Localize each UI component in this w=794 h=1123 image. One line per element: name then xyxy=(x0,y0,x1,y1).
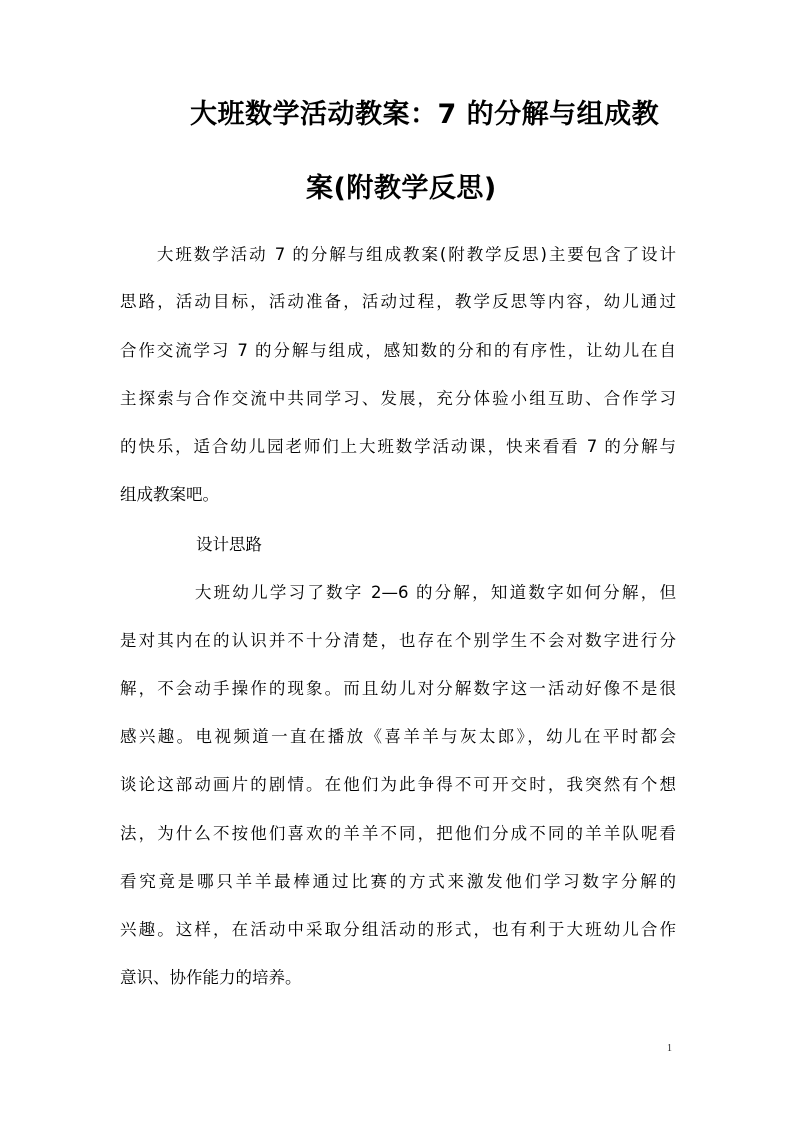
body-paragraph-line: 看究竟是哪只羊羊最棒通过比赛的方式来激发他们学习数字分解的 xyxy=(120,872,676,891)
body-paragraph-line: 解，不会动手操作的现象。而且幼儿对分解数字这一活动好像不是很 xyxy=(120,679,676,698)
intro-paragraph-line: 主探索与合作交流中共同学习、发展，充分体验小组互助、合作学习 xyxy=(120,389,676,408)
body-paragraph-line: 兴趣。这样，在活动中采取分组活动的形式，也有利于大班幼儿合作 xyxy=(120,920,676,939)
document-title-line-2: 案(附教学反思) xyxy=(306,173,497,204)
body-paragraph-line: 意识、协作能力的培养。 xyxy=(120,968,302,987)
intro-paragraph-line: 思路，活动目标，活动准备，活动过程，教学反思等内容，幼儿通过 xyxy=(120,292,676,311)
body-paragraph-line: 法，为什么不按他们喜欢的羊羊不同，把他们分成不同的羊羊队呢看 xyxy=(120,824,676,843)
body-paragraph-line: 谈论这部动画片的剧情。在他们为此争得不可开交时，我突然有个想 xyxy=(120,775,676,794)
intro-paragraph-line: 大班数学活动 7 的分解与组成教案(附教学反思)主要包含了设计 xyxy=(120,245,676,264)
body-paragraph-line: 大班幼儿学习了数字 2—6 的分解，知道数字如何分解，但 xyxy=(120,583,676,602)
intro-paragraph-line: 的快乐，适合幼儿园老师们上大班数学活动课，快来看看 7 的分解与 xyxy=(120,437,676,456)
body-paragraph-line: 感兴趣。电视频道一直在播放《喜羊羊与灰太郎》，幼儿在平时都会 xyxy=(120,727,676,746)
page-number: 1 xyxy=(667,1043,672,1054)
section-heading: 设计思路 xyxy=(196,535,262,554)
document-title-line-1: 大班数学活动教案：7 的分解与组成教 xyxy=(190,99,660,130)
body-paragraph-line: 是对其内在的认识并不十分清楚，也存在个别学生不会对数字进行分 xyxy=(120,631,676,650)
intro-paragraph-line: 组成教案吧。 xyxy=(120,485,219,504)
intro-paragraph-line: 合作交流学习 7 的分解与组成，感知数的分和的有序性，让幼儿在自 xyxy=(120,341,676,360)
